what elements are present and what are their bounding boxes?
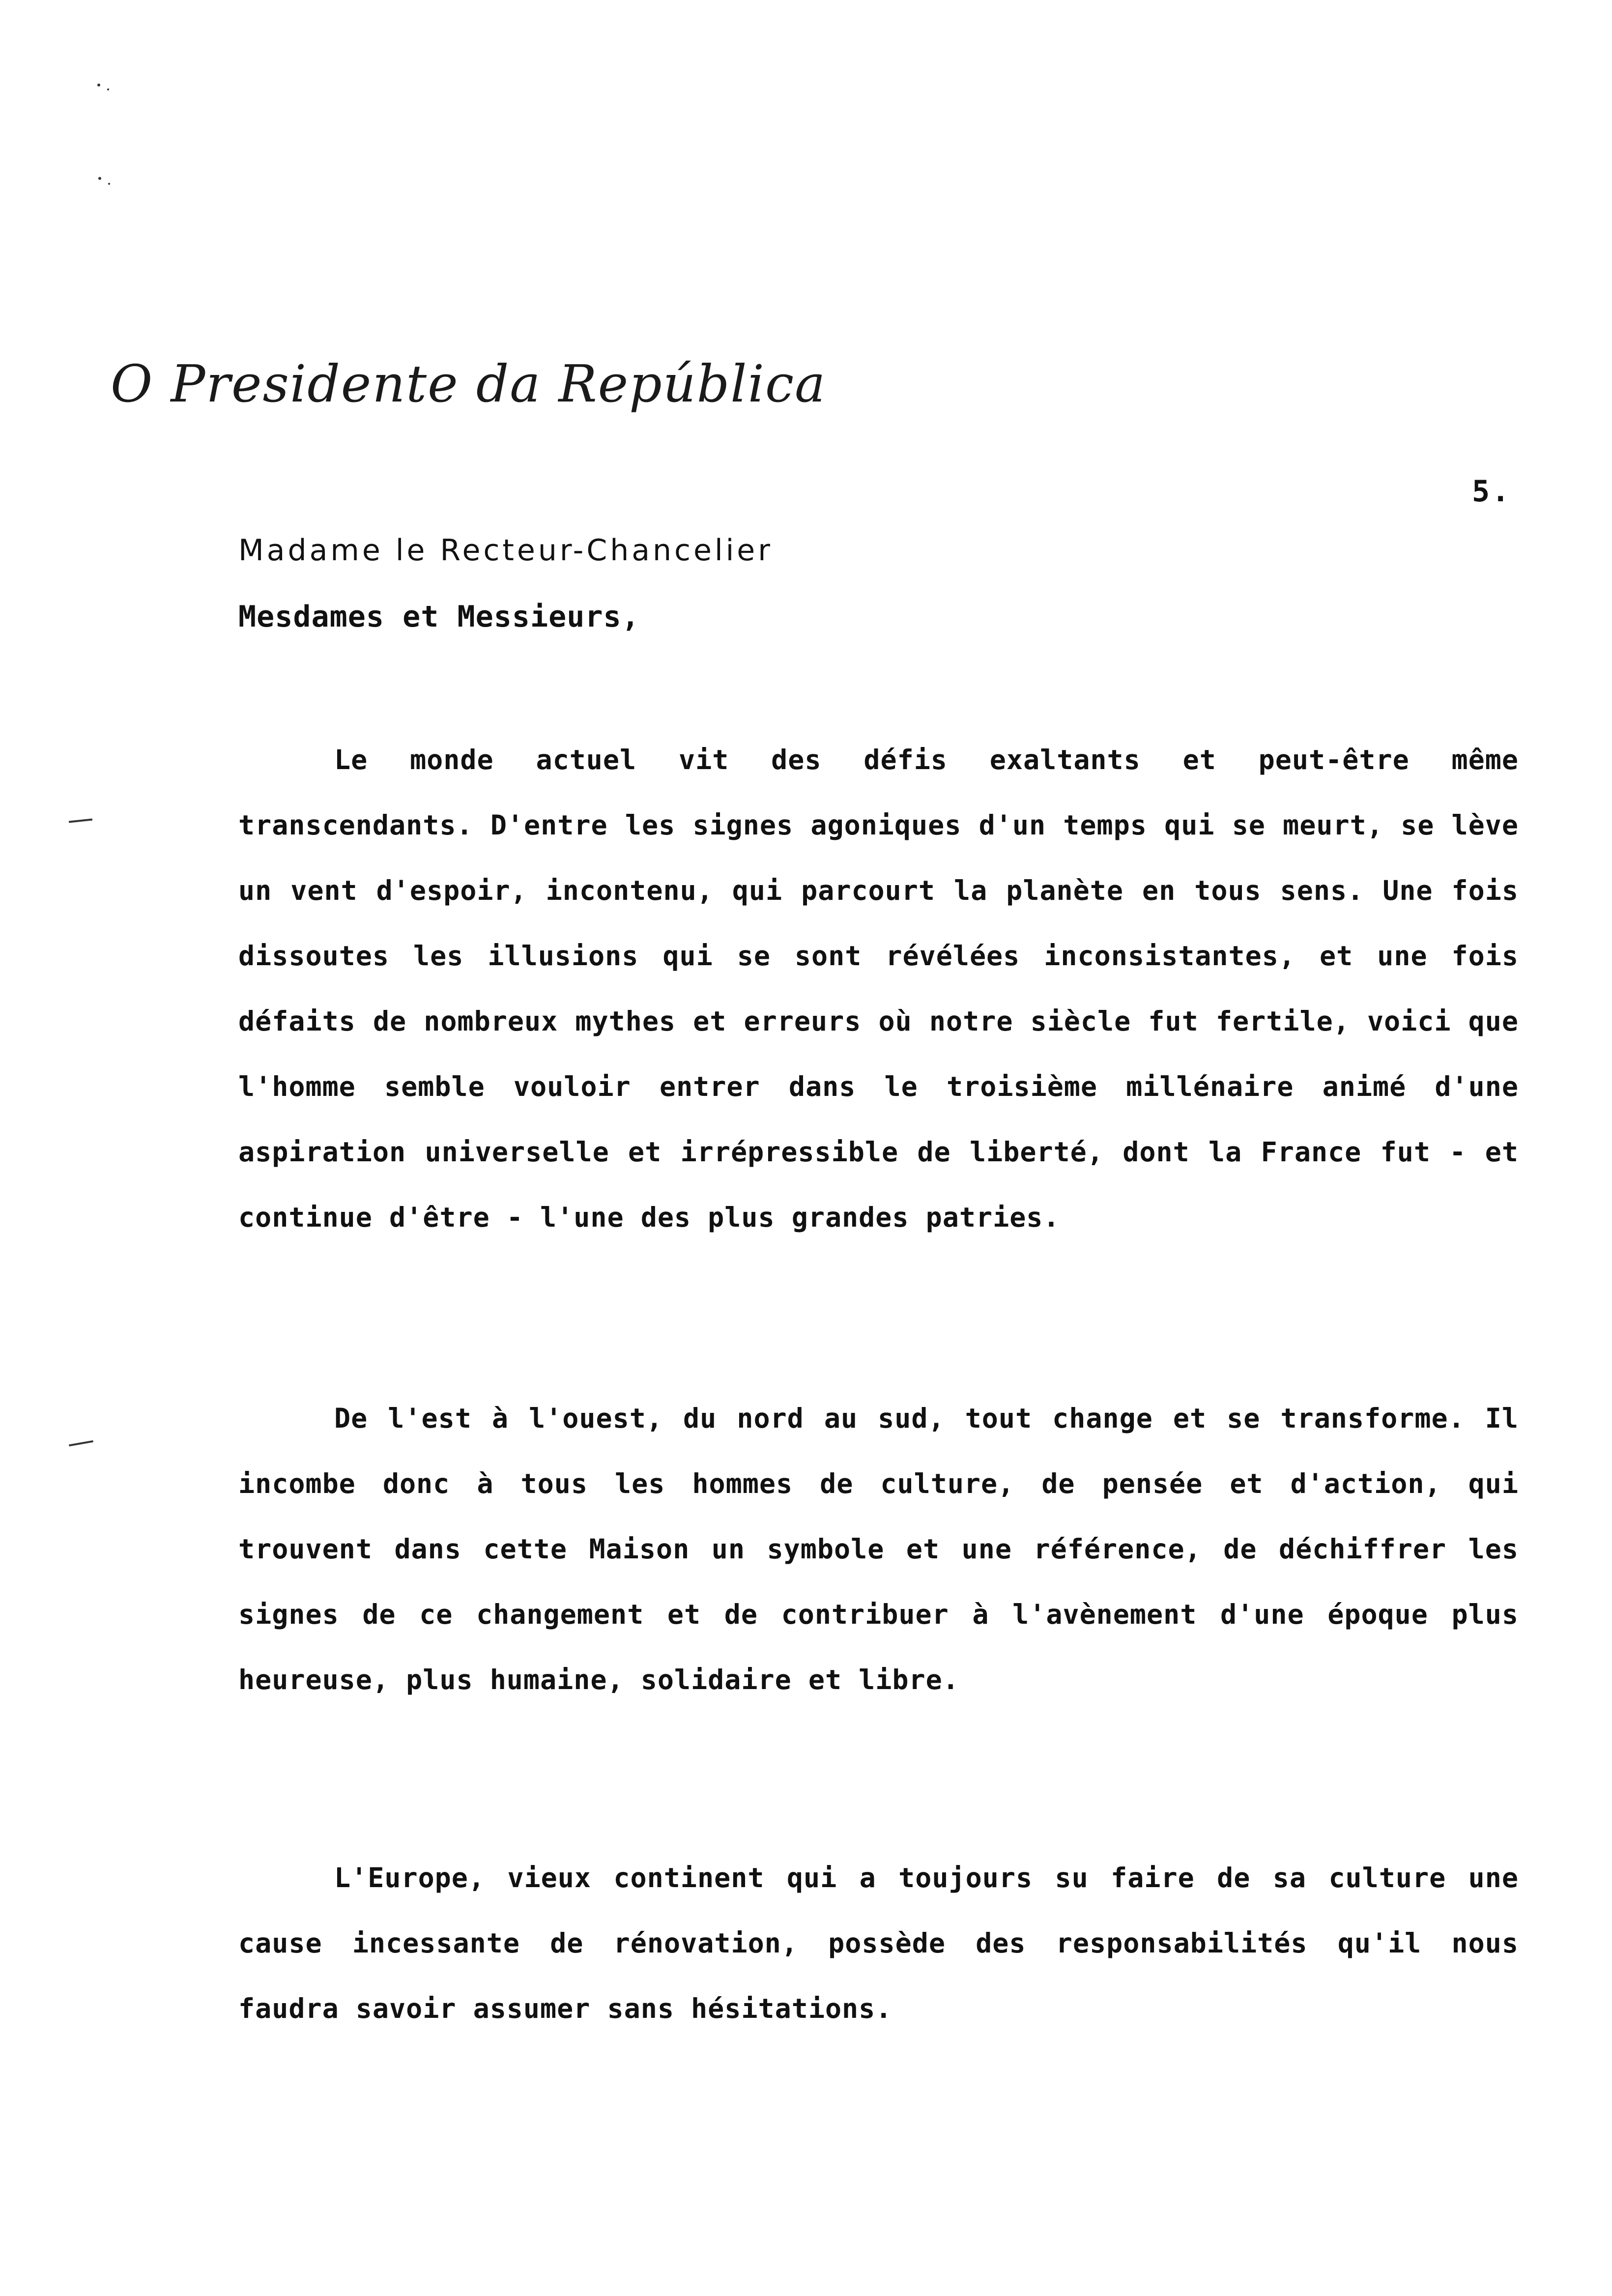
paragraph-3 (238, 1845, 1519, 2041)
margin-mark (69, 1440, 93, 1447)
scan-speck (108, 183, 110, 185)
margin-mark (69, 819, 92, 823)
letterhead-script: O Presidente da República (111, 354, 827, 414)
paragraph-2 (238, 1386, 1519, 1713)
paragraph-text: L'Europe, vieux continent qui a toujours su faire de sa culture une cause incessante de rénovation, possède des responsabilités qu'il nous faudra savoir assumer sans hésitations. (238, 1862, 1519, 2024)
salutation-line-1: Madame le Recteur-Chancelier (238, 533, 773, 568)
paragraph-1 (238, 727, 1519, 1250)
paragraph-text: De l'est à l'ouest, du nord au sud, tout change et se transforme. Il incombe donc à tous les hommes de culture, de pensée et d'action, qui trouvent dans cette Maison un symbole et une référence, de déchiffrer les signes de ce changement et de contribuer à l'avènement d'une époque plus heureuse, plus humaine, solidaire et libre. (238, 1403, 1519, 1695)
scan-speck (98, 177, 101, 180)
page-number: 5. (1472, 474, 1512, 509)
scan-speck (107, 88, 109, 90)
paragraph-text: Le monde actuel vit des défis exaltants et peut-être même transcendants. D'entre les signes agoniques d'un temps qui se meurt, se lève un vent d'espoir, incontenu, qui parcourt la planète en tous sens. Une fois dissoutes les illusions qui se sont révélées inconsistantes, et une fois défaits de nombreux mythes et erreurs où notre siècle fut fertile, voici que l'homme semble vouloir entrer dans le troisième millénaire animé d'une aspiration universelle et irrépressible de liberté, dont la France fut - et continue d'être - l'une des plus grandes patries. (238, 744, 1519, 1233)
salutation-line-2: Mesdames et Messieurs, (238, 600, 640, 634)
scan-speck (97, 84, 100, 86)
